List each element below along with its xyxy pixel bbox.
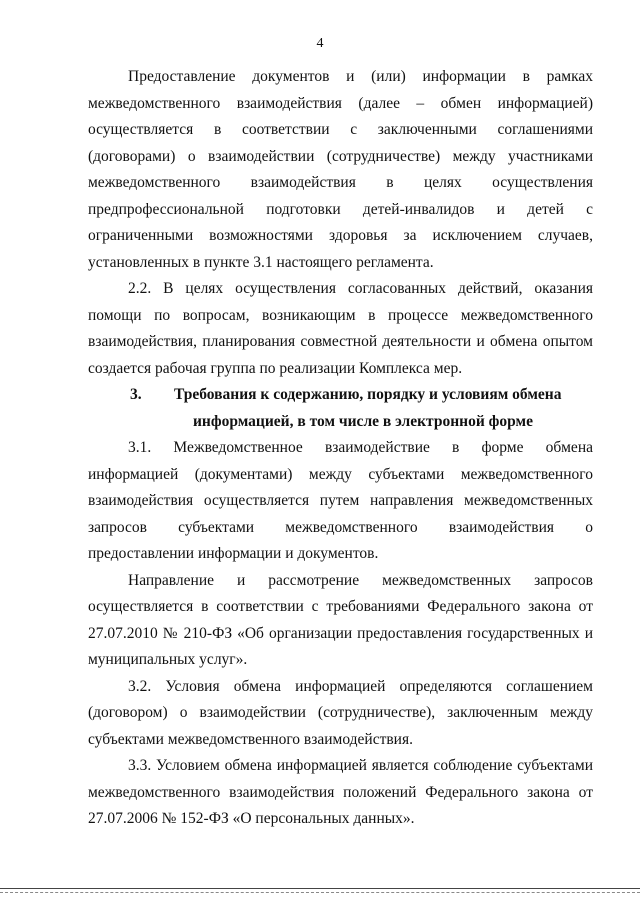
document-body xyxy=(88,64,593,833)
section-3-heading xyxy=(88,382,593,435)
section-3-number: 3. xyxy=(130,386,142,403)
paragraph-3-1: 3.1. Межведомственное взаимодействие в форме обмена информацией (документами) между субъектами межведомственного взаимодействия осуществляется путем направления межведомственных запросов субъектами межведомственного взаимодействия о предоставлении информации и документов. xyxy=(88,439,593,562)
paragraph-3-2: 3.2. Условия обмена информацией определяются соглашением (договором) о взаимодействии (сотрудничестве), заключенным между субъектами межведомственного взаимодействия. xyxy=(88,677,593,748)
section-3-title-line1: Требования к содержанию, порядку и условиям обмена xyxy=(174,386,562,403)
paragraph-2-2: 2.2. В целях осуществления согласованных действий, оказания помощи по вопросам, возникающим в процессе межведомственного взаимодействия, планирования совместной деятельности и обмена опытом создается рабочая группа по реализации Комплекса мер. xyxy=(88,280,593,377)
section-3-title-line2: информацией, в том числе в электронной форме xyxy=(193,412,533,430)
page-number: 4 xyxy=(316,36,324,51)
scan-edge-line xyxy=(0,888,640,889)
paragraph-requests: Направление и рассмотрение межведомственных запросов осуществляется в соответствии с требованиями Федерального закона от 27.07.2010 № 210-ФЗ «Об организации предоставления государственных и муниципальных услуг». xyxy=(88,571,593,668)
paragraph-3-3: 3.3. Условием обмена информацией является соблюдение субъектами межведомственного взаимодействия положений Федерального закона от 27.07.2006 № 152-ФЗ «О персональных данных». xyxy=(88,757,593,827)
scan-edge-line-dashed xyxy=(0,892,640,893)
paragraph-exchange-info: Предоставление документов и (или) информации в рамках межведомственного взаимодействия (далее – обмен информацией) осуществляется в соответствии с заключенными соглашениями (договорами) о взаимодействии (сотрудничестве) между участниками межведомственного взаимодействия в целях осуществления предпрофессиональной подготовки детей-инвалидов и детей с ограниченными возможностями здоровья за исключением случаев, установленных в пункте 3.1 настоящего регламента. xyxy=(88,68,593,271)
